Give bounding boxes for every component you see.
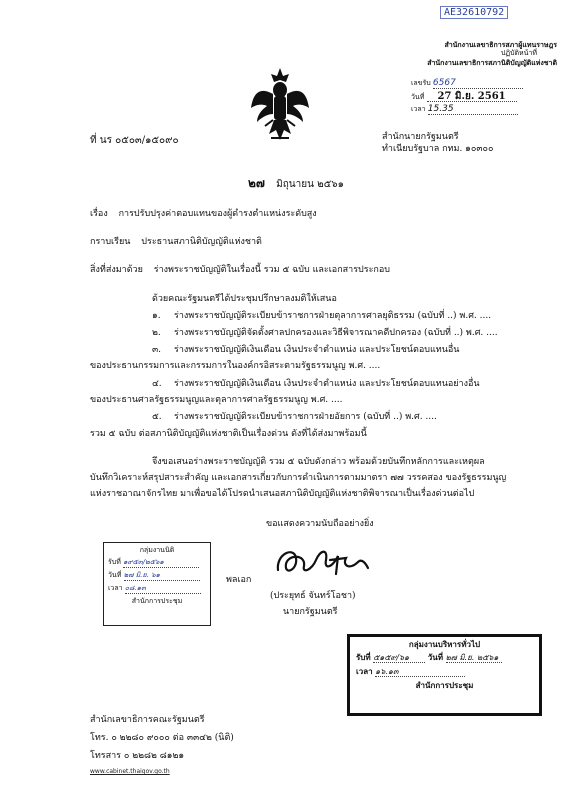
attachment-label: สิ่งที่ส่งมาด้วย (90, 265, 143, 275)
stamp-recv-label: รับที่ (356, 652, 371, 662)
signer-title: นายกรัฐมนตรี (283, 607, 338, 617)
attachment-line (90, 264, 390, 276)
subject-text: การปรับปรุงค่าตอบแทนของผู้ดำรงตำแหน่งระดับสูง (118, 209, 317, 219)
stamp-recv-label: รับที่ (108, 558, 121, 566)
item-text: ร่างพระราชบัญญัติเงินเดือน เงินประจำตำแหน่ง และประโยชน์ตอบแทนอย่างอื่น (174, 379, 480, 389)
stamp-date-value: ๒๗ มิ.ย. ๖๑ (124, 571, 200, 581)
stamp-recv-value: ๕๑๕๙/๖๑ (373, 653, 425, 663)
item-text: ร่างพระราชบัญญัติเงินเดือน เงินประจำตำแหน่ง และประโยชน์ตอบแทนอื่น (174, 345, 460, 355)
salutation-line (90, 236, 262, 248)
stamp-recv-value: ๑๙๕๓/๒๕๖๑ (123, 558, 199, 568)
footer-fax: โทรสาร ๐ ๒๒๘๒ ๘๑๒๑ (90, 751, 185, 761)
stamp-no-value: 6567 (433, 79, 523, 89)
stamp-title: กลุ่มงานบริหารทั่วไป (408, 639, 481, 649)
request-line-2: บันทึกวิเคราะห์สรุปสาระสำคัญ และเอกสารเกี่ยวกับการดำเนินการตามมาตรา ๗๗ วรรคสอง ของรัฐธรรมนูญ (90, 473, 507, 483)
item-4 (152, 378, 480, 390)
item-5 (152, 411, 437, 423)
stamp-footer: สำนักการประชุม (131, 597, 183, 605)
item-1 (152, 310, 491, 322)
stamp-date-label: วันที่ (108, 571, 122, 579)
item-number: ๔. (152, 379, 162, 389)
stamp-line: สำนักงานเลขาธิการสภานิติบัญญัติแห่งชาติ (427, 58, 557, 67)
stamp-time-label: เวลา (108, 584, 123, 592)
item-4-cont: ของประธานศาลรัฐธรรมนูญและตุลาการศาลรัฐธรรมนูญ พ.ศ. .... (90, 395, 343, 405)
item-3 (152, 344, 459, 356)
garuda-emblem-icon (249, 64, 311, 146)
item-text: ร่างพระราชบัญญัติจัดตั้งศาลปกครองและวิธีพิจารณาคดีปกครอง (ฉบับที่ ..) พ.ศ. .... (174, 328, 498, 338)
stamp-line: ปฏิบัติหน้าที่ (500, 49, 537, 57)
salutation-text: ประธานสภานิติบัญญัติแห่งชาติ (141, 237, 262, 247)
subject-line (90, 208, 317, 220)
stamp-date-value: ๒๗ มิ.ย. ๒๕๖๑ (446, 653, 502, 663)
letter-date (248, 177, 344, 191)
request-line-3: แห่งราชอาณาจักรไทย มาเพื่อขอได้โปรดนำเสนอสภานิติบัญญัติแห่งชาติพิจารณาเป็นเรื่องด่วนต่อไป (90, 489, 475, 499)
subject-label: เรื่อง (90, 209, 108, 219)
receiving-stamp-left (103, 542, 211, 626)
item-number: ๕. (152, 412, 162, 422)
sender-address: ทำเนียบรัฐบาล กทม. ๑๐๓๐๐ (382, 144, 494, 154)
date-month-year: มิถุนายน ๒๕๖๑ (276, 179, 344, 190)
item-number: ๒. (152, 328, 161, 338)
item-number: ๓. (152, 345, 162, 355)
stamp-time-value: ๑๖.๑๓ (375, 667, 465, 677)
receiving-stamp-right (347, 634, 542, 716)
signature-icon (272, 540, 372, 582)
signer-rank: พลเอก (226, 575, 252, 585)
item-2 (152, 327, 498, 339)
closing-text: ขอแสดงความนับถืออย่างยิ่ง (266, 519, 374, 529)
stamp-date-value: 27 มิ.ย. 2561 (427, 92, 517, 102)
stamp-time-label: เวลา (356, 666, 373, 676)
stamp-footer: สำนักการประชุม (415, 680, 474, 690)
stamp-title: กลุ่มงานนิติ (139, 546, 175, 554)
intro-text: ด้วยคณะรัฐมนตรีได้ประชุมปรึกษาลงมติให้เสนอ (152, 294, 337, 304)
stamp-time-label: เวลา (411, 105, 426, 113)
reference-number: ที่ นร ๐๕๐๓/๑๕๐๙๐ (90, 135, 179, 146)
item-text: ร่างพระราชบัญญัติระเบียบข้าราชการฝ่ายอัยการ (ฉบับที่ ..) พ.ศ. .... (174, 412, 437, 422)
date-day: ๒๗ (248, 176, 265, 190)
request-line-1: จึงขอเสนอร่างพระราชบัญญัติ รวม ๕ ฉบับดังกล่าว พร้อมด้วยบันทึกหลักการและเหตุผล (152, 457, 485, 467)
footer-url-link[interactable]: www.cabinet.thaigov.go.th (90, 768, 170, 775)
sender-office: สำนักนายกรัฐมนตรี (382, 132, 459, 142)
signer-name: (ประยุทธ์ จันทร์โอชา) (270, 591, 356, 601)
total-line: รวม ๕ ฉบับ ต่อสภานิติบัญญัติแห่งชาติเป็นเรื่องด่วน ดังที่ได้ส่งมาพร้อมนี้ (90, 429, 367, 439)
stamp-line: สำนักงานเลขาธิการสภาผู้แทนราษฎร (444, 40, 557, 49)
salutation-label: กราบเรียน (90, 237, 131, 247)
item-text: ร่างพระราชบัญญัติระเบียบข้าราชการฝ่ายตุลาการศาลยุติธรรม (ฉบับที่ ..) พ.ศ. .... (174, 311, 492, 321)
document-id: AE32610792 (440, 6, 508, 19)
footer-phone: โทร. ๐ ๒๒๘๐ ๙๐๐๐ ต่อ ๓๓๔๒ (นิติ) (90, 733, 234, 743)
stamp-time-value: ๐๘.๑๓ (125, 584, 201, 594)
receipt-stamp-top (397, 40, 557, 115)
footer-office: สำนักเลขาธิการคณะรัฐมนตรี (90, 715, 205, 725)
item-3-cont: ของประธานกรรมการและกรรมการในองค์กรอิสระตามรัฐธรรมนูญ พ.ศ. .... (90, 361, 381, 371)
stamp-no-label: เลขรับ (411, 79, 431, 87)
item-number: ๑. (152, 311, 161, 321)
attachment-text: ร่างพระราชบัญญัติในเรื่องนี้ รวม ๕ ฉบับ และเอกสารประกอบ (153, 265, 390, 275)
stamp-date-label: วันที่ (427, 652, 443, 662)
stamp-time-value: 15.35 (428, 105, 518, 115)
sender-block (382, 131, 494, 155)
stamp-date-label: วันที่ (411, 93, 425, 101)
